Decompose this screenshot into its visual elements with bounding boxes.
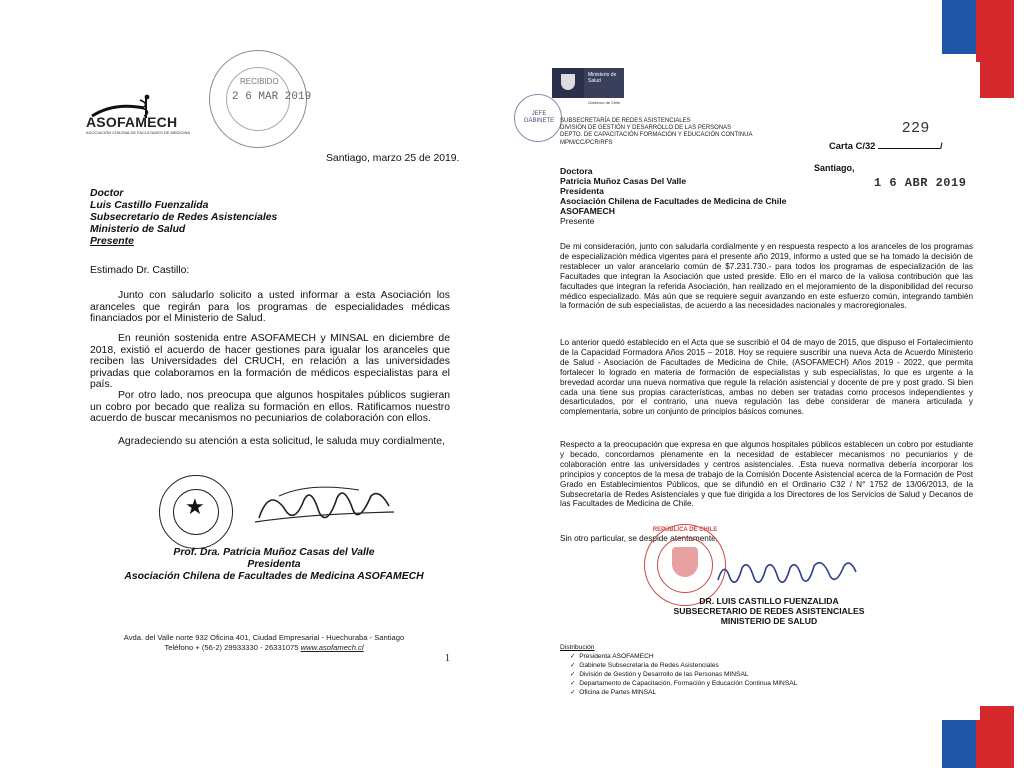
flag-blue-bar-top	[942, 0, 976, 54]
seal-label: REPÚBLICA DE CHILE	[652, 527, 718, 533]
check-icon: ✓	[570, 680, 576, 687]
chile-coat-icon	[672, 547, 698, 577]
signer-title: Presidenta	[247, 559, 301, 570]
jefe-stamp-label: JEFE GABINETE	[523, 111, 555, 124]
letter-date: 1 6 ABR 2019	[874, 176, 967, 190]
distribution-block	[560, 643, 797, 697]
logo-subtitle: ASOCIACIÓN CHILENA DE FACULTADES DE MEDICINA	[86, 130, 191, 135]
addressee-line: Luis Castillo Fuenzalida	[90, 200, 209, 211]
received-stamp-date: 2 6 MAR 2019	[232, 91, 312, 103]
signature-scribble	[710, 550, 860, 594]
check-icon: ✓	[570, 689, 576, 696]
asofamech-seal	[159, 475, 233, 549]
ministry-logo-sub: Gobierno de Chile	[588, 100, 621, 105]
asofamech-logo	[84, 94, 191, 135]
addressee-line: Ministerio de Salud	[90, 224, 186, 235]
received-stamp-label: RECIBIDO	[240, 77, 279, 86]
carta-number: 229	[902, 119, 931, 136]
distribution-item: ✓ Departamento de Capacitación, Formación y Educación Continua MINSAL	[570, 680, 798, 687]
website-link[interactable]: www.asofamech.cl	[300, 643, 364, 652]
logo-name: ASOFAMECH	[86, 114, 178, 130]
distribution-item: ✓ División de Gestión y Desarrollo de las Personas MINSAL	[570, 671, 749, 678]
signer-block	[114, 547, 434, 583]
flag-red-bar-bottom	[976, 706, 1014, 768]
received-stamp	[209, 50, 312, 148]
addressee-line: Subsecretario de Redes Asistenciales	[90, 212, 278, 223]
asofamech-letter	[44, 50, 510, 710]
jefe-gabinete-stamp	[514, 94, 562, 142]
letter-paragraph: De mi consideración, junto con saludarla cordialmente y en respuesta respecto a los aranceles de los programas de especialización médica vigentes para el presente año 2019, informo a usted que se ha tomado la decisión de restablecer un valor arancelario común de $7.231.730.- para todos los programas de especialización de las Facultades que integran la Asociación que usted preside. Ello en el marco de la valiosa contribución que las facultades que integran la referida Asociación, han realizado en el mejoramiento de la disponibilidad del recurso médico especializado. Más aún que se requiere seguir avanzando en este esfuerzo común, integrando también la formación de sub especialistas, de acuerdo a las necesidades nacionales y macroregionales.	[560, 242, 973, 311]
signer-block: DR. LUIS CASTILLO FUENZALIDA SUBSECRETARIO DE REDES ASISTENCIALES MINISTERIO DE SALUD	[673, 596, 865, 626]
addressee-line: Doctor	[90, 188, 124, 199]
minsal-letter	[514, 62, 980, 720]
signer-org: Asociación Chilena de Facultades de Medicina ASOFAMECH	[124, 571, 424, 582]
letter-paragraph: Junto con saludarlo solicito a usted informar a esta Asociación los aranceles que regirán para los programas de especialidades médicas financiados por el Ministerio de Salud.	[90, 290, 450, 325]
letter-paragraph: En reunión sostenida entre ASOFAMECH y MINSAL en diciembre de 2018, existió el acuerdo de hacer gestiones para igualar los aranceles que reciben las Universidades del CRUCH, en relación a las universidades privadas que colaboramos en la formación de médicos especialistas para el país.	[90, 333, 450, 391]
distribution-item: ✓ Presidenta ASOFAMECH	[570, 653, 654, 660]
flag-red-bar-top	[976, 0, 1014, 98]
letter-paragraph: Agradeciendo su atención a esta solicitud, le saluda muy cordialmente,	[118, 436, 445, 447]
letter-paragraph: Respecto a la preocupación que expresa en que algunos hospitales públicos establecen un cobro por estudiante y becado, concordamos plenamente en la necesidad de establecer mecanismos no pecuniarios y de colaboración entre las universidades y centros asistenciales. .Esta nueva normativa debería incorporar los principios y conceptos de la mesa de trabajo de la Comisión Docente Asistencial acerca de la Formación de Post Grado en Establecimientos Públicos, que se difundió en el Ordinario C32 / N° 1752 de 13/06/2013, de la Subsecretaría de Redes Asistenciales y que fue dirigida a los Directores de los Servicios de Salud y Decanos de las Facultades de Medicina de Chile.	[560, 440, 973, 509]
distribution-item: ✓ Gabinete Subsecretaría de Redes Asistenciales	[570, 662, 719, 669]
salutation: Estimado Dr. Castillo:	[90, 265, 190, 276]
ministry-shield-icon	[561, 74, 575, 90]
signer-name: Prof. Dra. Patricia Muñoz Casas del Valle	[173, 547, 375, 558]
signature-scribble	[249, 478, 399, 538]
letter-footer: Avda. del Valle norte 932 Oficina 401, Ciudad Empresarial - Huechuraba - Santiago Teléfono + (56-2) 29933330 - 26331075 www.asofamech.cl	[123, 633, 405, 652]
check-icon: ✓	[570, 662, 576, 669]
letter-date: Santiago, marzo 25 de 2019.	[326, 153, 460, 164]
ministry-logo-label: Ministerio de Salud	[588, 72, 617, 84]
distribution-title: Distribución	[560, 644, 595, 651]
letter-paragraph: Lo anterior quedó establecido en el Acta que se suscribió el 04 de mayo de 2015, que dispuso el Fortalecimiento de la Capacidad Formadora Años 2015 – 2018. Hoy se requiere suscribir una nueva Acta de Acuerdo Ministerio de Salud - Asociación de Facultades de Medicina de Chile, (ASOFAMECH) Años 2019 - 2022, que permita fortalecer lo logrado en materia de formación de especialistas y sub especialistas, lo que es urgente a la brevedad acordar una nueva normativa que regule la relación asistencial y docente de pre y post grado. Si bien cada una tiene sus propias características, ambas no deben ser tratadas como procesos independientes y desarticulados, por el contrario, una nueva regulación las debe considerar de manera articulada y complementaria, sobre un conjunto de principios básicos comunes.	[560, 338, 973, 417]
addressee-line: Presente	[90, 236, 134, 247]
addressee-block	[90, 188, 277, 248]
closing-line: Sin otro particular, se despide atentamente,	[560, 534, 718, 543]
page-number: 1	[445, 653, 450, 664]
check-icon: ✓	[570, 653, 576, 660]
letter-paragraph: Por otro lado, nos preocupa que algunos hospitales públicos sugieran un cobro por becado que realiza su formación en ellos. Ratificamos nuestro acuerdo de buscar mecanismos no pecuniarios de colaboración con ellos.	[90, 390, 450, 425]
carta-label: Carta C/32 /	[829, 140, 943, 151]
ministry-logo	[552, 68, 624, 110]
addressee-block: Doctora Patricia Muñoz Casas Del Valle Presidenta Asociación Chilena de Facultades de Medicina de Chile ASOFAMECH Presente	[560, 166, 787, 226]
distribution-item: ✓ Oficina de Partes MINSAL	[570, 689, 657, 696]
check-icon: ✓	[570, 671, 576, 678]
letter-city: Santiago,	[814, 163, 855, 173]
letterhead-lines: SUBSECRETARÍA DE REDES ASISTENCIALES DIVISIÓN DE GESTIÓN Y DESARROLLO DE LAS PERSONAS DEPTO. DE CAPACITACIÓN FORMACIÓN Y EDUCACIÓN CONTINUA MPM/CC/PCR/RFS	[560, 118, 753, 147]
star-icon: ★	[185, 494, 205, 519]
